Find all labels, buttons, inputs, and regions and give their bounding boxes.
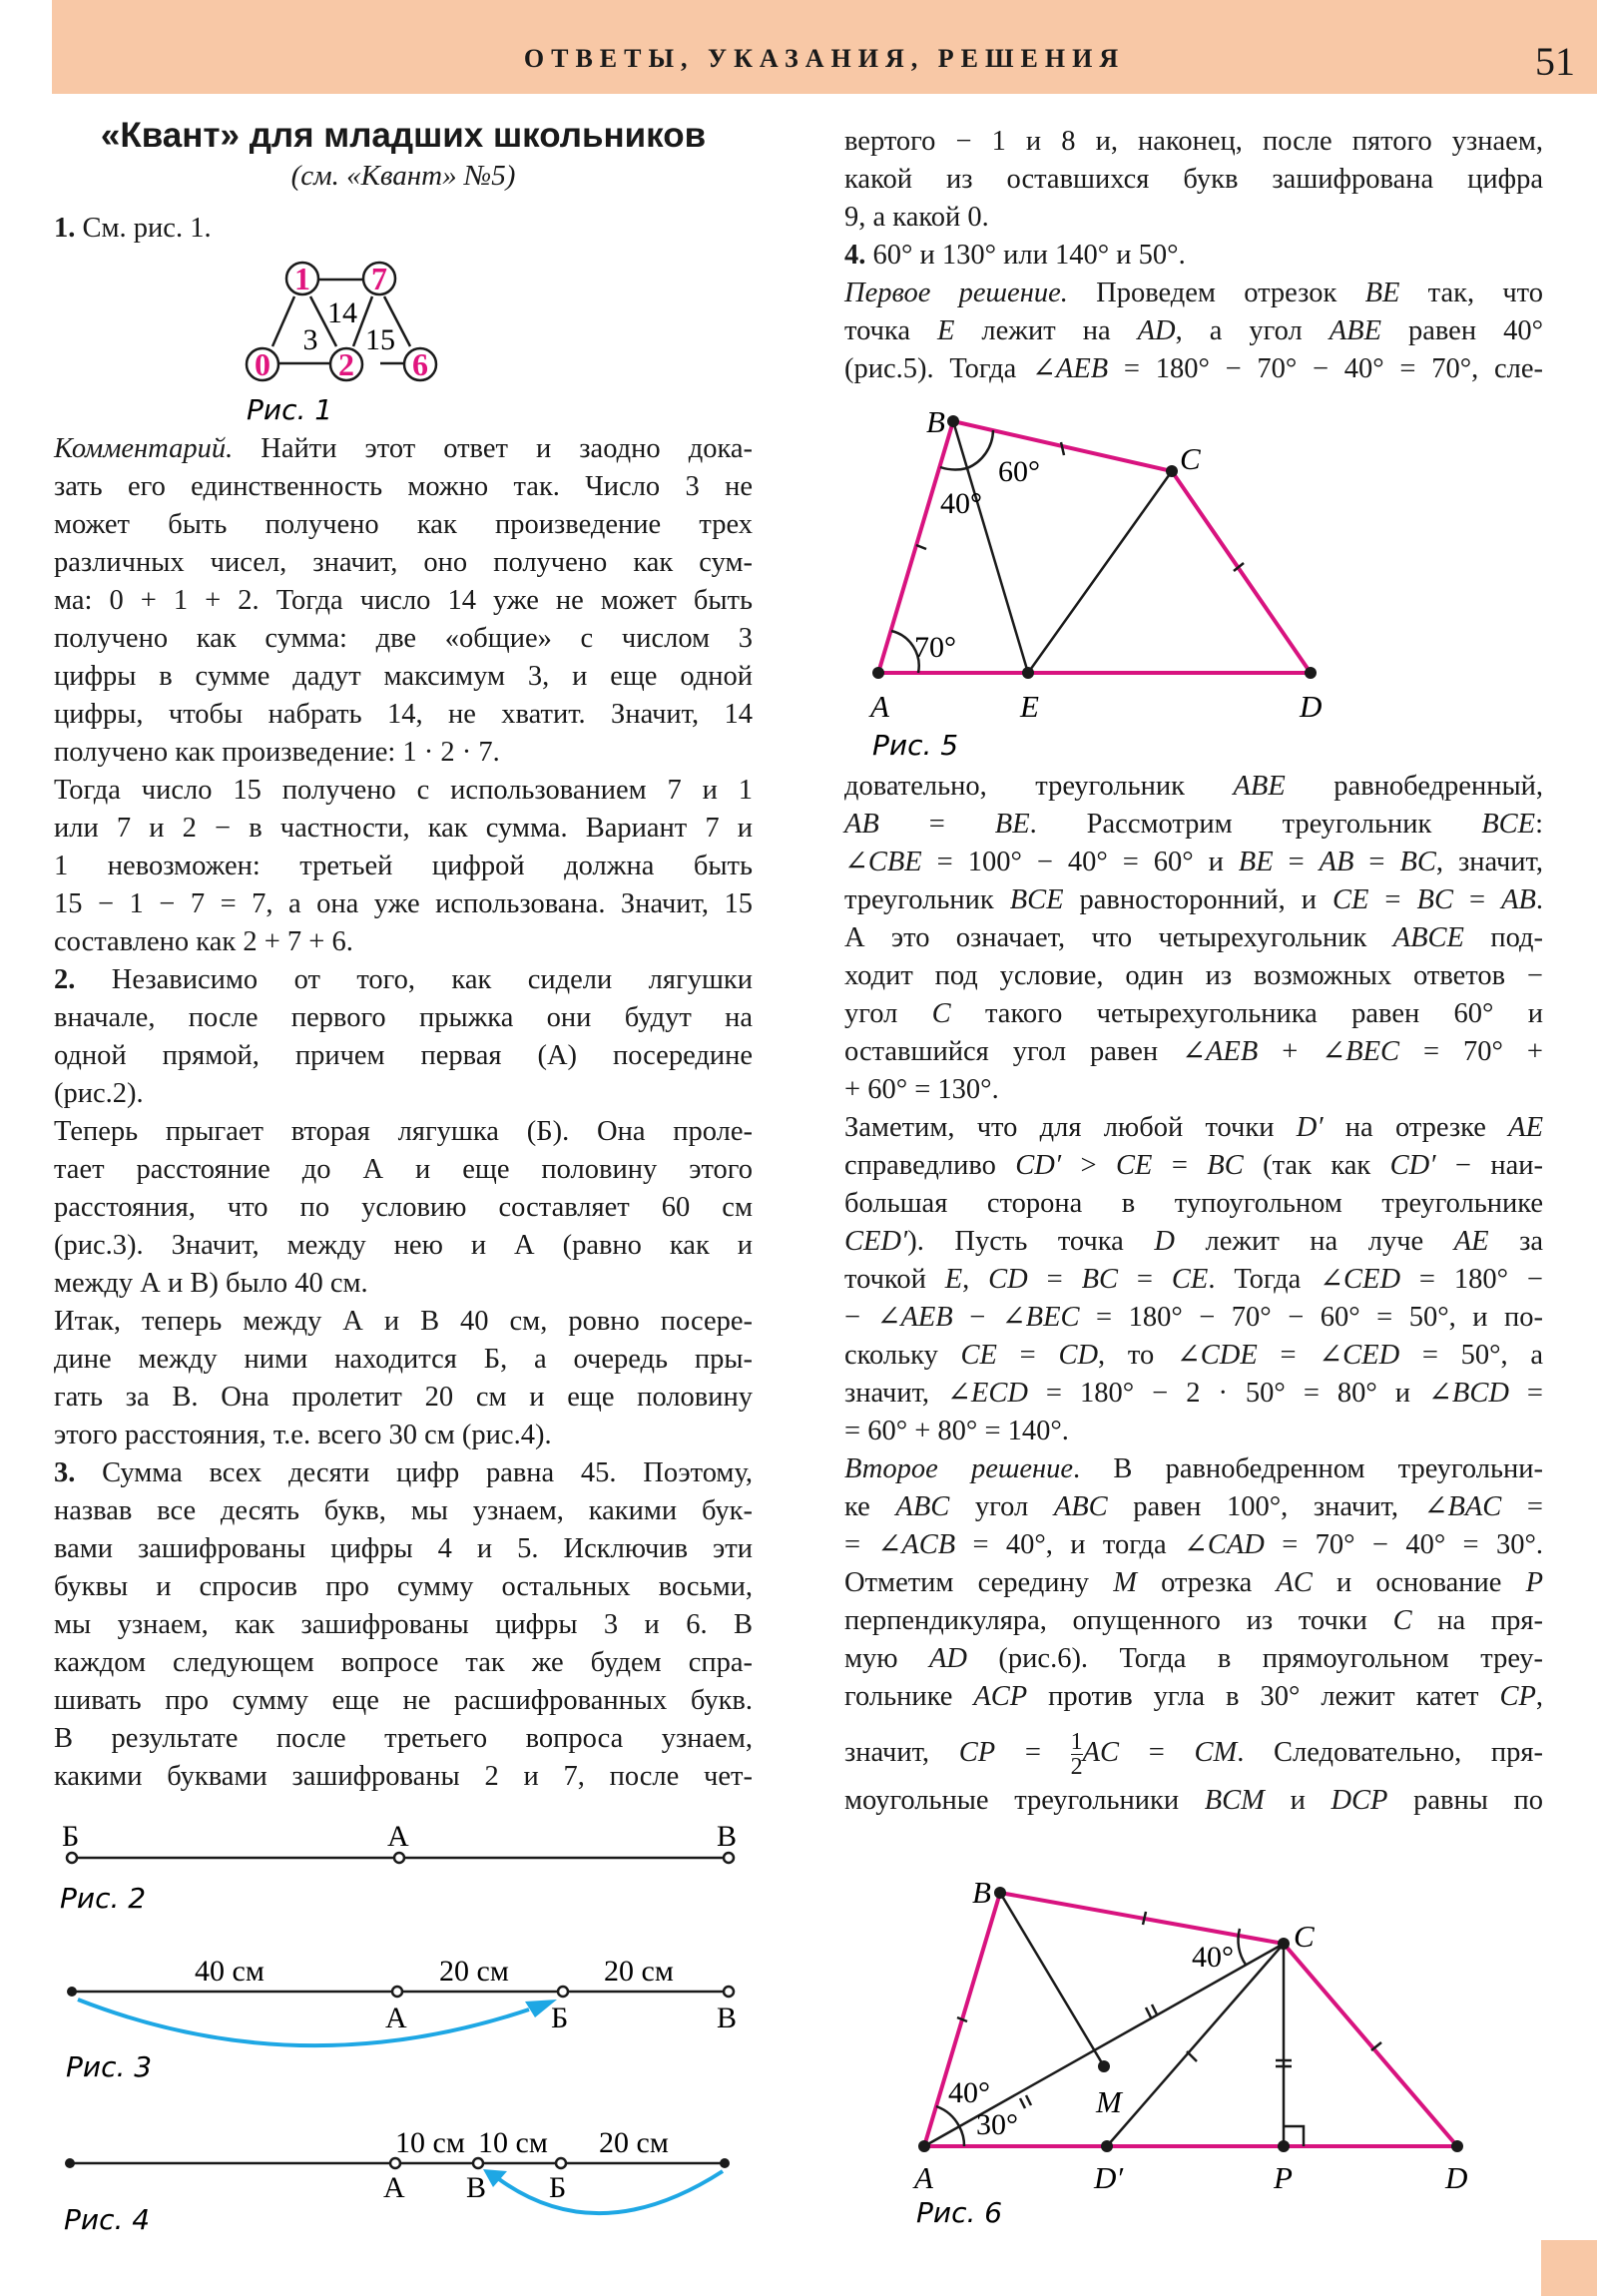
text-line: буквы и спросив про сумму остальных восьми, bbox=[54, 1571, 753, 1602]
triangle-value: 14 bbox=[327, 296, 357, 329]
figure-caption: Рис. 1 bbox=[247, 393, 333, 426]
vertex-label: C bbox=[1180, 441, 1201, 476]
distance-label: 40 см bbox=[195, 1955, 265, 1988]
vertex-label: P bbox=[1274, 2160, 1293, 2195]
text-line: Итак, теперь между А и В 40 см, ровно посере- bbox=[54, 1306, 753, 1337]
distance-label: 10 см bbox=[478, 2126, 548, 2159]
text-line: угол C такого четырехугольника равен 60° и bbox=[844, 998, 1543, 1029]
text-line: (рис.3). Значит, между нею и А (равно как и bbox=[54, 1230, 753, 1261]
text-line: вами зашифрованы цифры 4 и 5. Исключив эти bbox=[54, 1533, 753, 1564]
vertex-label: A bbox=[870, 689, 889, 724]
text-line: В результате после третьего вопроса узнаем, bbox=[54, 1723, 753, 1754]
text-line: тает расстояние до А и еще половину этого bbox=[54, 1154, 753, 1185]
distance-label: 20 см bbox=[599, 2126, 669, 2159]
vertex-label: B bbox=[926, 404, 945, 439]
text-line: расстояния, что по условию составляет 60 см bbox=[54, 1192, 753, 1223]
text-line: 15 − 1 − 7 = 7, а она уже использована. Значит, 15 bbox=[54, 888, 753, 919]
vertex-label: D′ bbox=[1094, 2160, 1124, 2195]
triangle-value: 3 bbox=[302, 323, 318, 356]
text-line: гольнике ACP против угла в 30° лежит катет CP, bbox=[844, 1681, 1543, 1712]
text-line: какой из оставшихся букв зашифрована цифра bbox=[844, 164, 1543, 195]
text-line: перпендикуляра, опущенного из точки C на пря- bbox=[844, 1605, 1543, 1636]
distance-label: 20 см bbox=[439, 1955, 509, 1988]
point-label: В bbox=[717, 2002, 738, 2034]
figure-5 bbox=[870, 399, 1517, 762]
point-label: В bbox=[466, 2171, 487, 2204]
text-line: большая сторона в тупоугольном треугольнике bbox=[844, 1188, 1543, 1219]
text-line: значит, CP = $\frac{1}{2}$ AC = CM. Следовательно, пря- bbox=[844, 1729, 1543, 1780]
point-label: А bbox=[387, 1820, 409, 1853]
figure-1 bbox=[247, 255, 458, 444]
text-line: 9, а какой 0. bbox=[844, 202, 989, 233]
problem-3-start: 3. Сумма всех десяти цифр равна 45. Поэтому, bbox=[54, 1457, 753, 1488]
text-line: между А и В) было 40 см. bbox=[54, 1268, 368, 1299]
section-title: «Квант» для младших школьников bbox=[100, 116, 707, 155]
text-line: ∠CBE = 100° − 40° = 60° и BE = AB = BC, значит, bbox=[844, 847, 1543, 877]
distance-label: 10 см bbox=[395, 2126, 465, 2159]
text-line: каждом следующем вопросе так же будем спра- bbox=[54, 1647, 753, 1678]
text-line: вначале, после первого прыжка они будут на bbox=[54, 1002, 753, 1033]
text-line: = 60° + 80° = 140°. bbox=[844, 1416, 1069, 1446]
figure-caption: Рис. 5 bbox=[872, 729, 959, 762]
angle-label: 40° bbox=[940, 487, 982, 520]
text-line: (рис.2). bbox=[54, 1078, 144, 1109]
jump-arrow bbox=[78, 2000, 529, 2045]
text-line: дине между ними находится Б, а очередь пры- bbox=[54, 1344, 753, 1375]
jump-arrow bbox=[499, 2171, 723, 2213]
node-label: 0 bbox=[255, 346, 270, 382]
point-label: В bbox=[717, 1820, 738, 1853]
angle-label: 40° bbox=[1192, 1941, 1234, 1974]
text-line: цифры, чтобы набрать 14, не хватит. Значит, 14 bbox=[54, 699, 753, 730]
point-label: Б bbox=[62, 1820, 80, 1853]
vertex-label: M bbox=[1096, 2084, 1122, 2119]
text-line: = ∠ACB = 40°, и тогда ∠CAD = 70° − 40° = 30°. bbox=[844, 1529, 1544, 1560]
figure-4 bbox=[60, 2121, 759, 2236]
text-line: См. рис. 1. bbox=[82, 213, 212, 244]
text-line: моугольные треугольники BCM и DCP равны по bbox=[844, 1785, 1543, 1816]
distance-label: 20 см bbox=[604, 1955, 674, 1988]
point-label: А bbox=[385, 2002, 407, 2034]
text-line: ма: 0 + 1 + 2. Тогда число 14 уже не может быть bbox=[54, 585, 753, 616]
angle-label: 40° bbox=[948, 2076, 990, 2109]
text-line: оставшийся угол равен ∠AEB + ∠BEC = 70° + bbox=[844, 1036, 1544, 1067]
text-line: − ∠AEB − ∠BEC = 180° − 70° − 60° = 50°, и по- bbox=[844, 1302, 1544, 1333]
text-line: назвав все десять букв, мы узнаем, какими бук- bbox=[54, 1495, 753, 1526]
text-line: (рис.5). Тогда ∠AEB = 180° − 70° − 40° = 70°, сле- bbox=[844, 353, 1543, 384]
text-line: составлено как 2 + 7 + 6. bbox=[54, 926, 353, 957]
text-line: Первое решение. Проведем отрезок BE так, что bbox=[844, 278, 1543, 308]
text-line: цифры в сумме дадут максимум 3, и еще одной bbox=[54, 661, 753, 692]
node-label: 2 bbox=[338, 346, 354, 382]
point-label: А bbox=[383, 2171, 405, 2204]
vertex-label: C bbox=[1294, 1919, 1315, 1954]
page-number: 51 bbox=[1535, 39, 1575, 84]
text-line: получено как произведение: 1 · 2 · 7. bbox=[54, 737, 500, 768]
point-label: Б bbox=[549, 2171, 567, 2204]
angle-label: 60° bbox=[998, 455, 1040, 488]
text-line: получено как сумма: две «общие» с числом 3 bbox=[54, 623, 753, 654]
vertex-label: D bbox=[1300, 689, 1323, 724]
text-line: справедливо CD′ > CE = BC (так как CD′ − наи- bbox=[844, 1150, 1543, 1181]
text-line: различных чисел, значит, оно получено как сум- bbox=[54, 547, 753, 578]
vertex-label: E bbox=[1020, 689, 1039, 724]
figure-2 bbox=[60, 1820, 759, 1922]
text-line: шивать про сумму еще не расшифрованных букв. bbox=[54, 1685, 753, 1716]
vertex-label: A bbox=[914, 2160, 933, 2195]
figure-caption: Рис. 2 bbox=[60, 1882, 147, 1915]
problem-4-answer: 4. 60° и 130° или 140° и 50°. bbox=[844, 240, 1186, 271]
text-line: А это означает, что четырехугольник ABCE под- bbox=[844, 922, 1543, 953]
text-line: Заметим, что для любой точки D′ на отрезке AE bbox=[844, 1112, 1543, 1143]
running-header-title: ОТВЕТЫ, УКАЗАНИЯ, РЕШЕНИЯ bbox=[523, 44, 1126, 73]
text-line: довательно, треугольник ABE равнобедренный, bbox=[844, 771, 1543, 802]
text-line: Второе решение. В равнобедренном треугольни- bbox=[844, 1453, 1543, 1484]
vertex-label: B bbox=[972, 1875, 991, 1910]
node-label: 6 bbox=[412, 346, 428, 382]
text-line: ходит под условие, один из возможных ответов − bbox=[844, 960, 1543, 991]
text-line: CED′). Пусть точка D лежит на луче AE за bbox=[844, 1226, 1543, 1257]
text-line: 1 невозможен: третьей цифрой должна быть bbox=[54, 851, 753, 881]
angle-label: 70° bbox=[914, 631, 956, 664]
vertex-label: D bbox=[1445, 2160, 1468, 2195]
text-line: зать его единственность можно так. Число 3 не bbox=[54, 471, 753, 502]
text-line: Тогда число 15 получено с использованием 7 и 1 bbox=[54, 775, 753, 806]
text-line: Отметим середину M отрезка AC и основание P bbox=[844, 1567, 1544, 1598]
node-label: 1 bbox=[294, 261, 310, 296]
text-line: вертого − 1 и 8 и, наконец, после пятого узнаем, bbox=[844, 126, 1543, 157]
text-line: или 7 и 2 − в частности, как сумма. Вариант 7 и bbox=[54, 813, 753, 844]
figure-caption: Рис. 4 bbox=[64, 2203, 151, 2236]
figure-caption: Рис. 3 bbox=[66, 2050, 153, 2083]
text-line: гать за В. Она пролетит 20 см и еще половину bbox=[54, 1382, 753, 1413]
text-line: может быть получено как произведение трех bbox=[54, 509, 753, 540]
text-line: этого расстояния, т.е. всего 30 см (рис.4). bbox=[54, 1420, 552, 1450]
problem-2-start: 2. Независимо от того, как сидели лягушки bbox=[54, 964, 753, 995]
point-label: Б bbox=[551, 2002, 569, 2034]
text-line: AB = BE. Рассмотрим треугольник BCE: bbox=[844, 809, 1544, 840]
text-line: скольку CE = CD, то ∠CDE = ∠CED = 50°, а bbox=[844, 1340, 1544, 1371]
text-line: точка E лежит на AD, а угол ABE равен 40° bbox=[844, 315, 1543, 346]
figure-3 bbox=[60, 1952, 759, 2086]
text-line: какими буквами зашифрованы 2 и 7, после чет- bbox=[54, 1761, 753, 1792]
text-line: одной прямой, причем первая (А) посередине bbox=[54, 1040, 753, 1071]
text-line: + 60° = 130°. bbox=[844, 1074, 999, 1105]
problem-1-answer: 1. См. рис. 1. bbox=[54, 213, 212, 244]
node-label: 7 bbox=[371, 261, 387, 296]
text-line: точкой E, CD = BC = CE. Тогда ∠CED = 180° − bbox=[844, 1264, 1544, 1295]
text-line: треугольник BCE равносторонний, и CE = BC = AB. bbox=[844, 884, 1544, 915]
text-line: Теперь прыгает вторая лягушка (Б). Она проле- bbox=[54, 1116, 753, 1147]
corner-tab bbox=[1541, 2240, 1597, 2296]
text-line: мую AD (рис.6). Тогда в прямоугольном треу- bbox=[844, 1643, 1543, 1674]
text-line: мы узнаем, как зашифрованы цифры 3 и 6. В bbox=[54, 1609, 753, 1640]
text-line: значит, ∠ECD = 180° − 2 · 50° = 80° и ∠BCD = bbox=[844, 1378, 1543, 1409]
figure-6 bbox=[914, 1875, 1523, 2229]
figure-caption: Рис. 6 bbox=[916, 2196, 1003, 2229]
triangle-value: 15 bbox=[365, 323, 395, 356]
right-column bbox=[844, 0, 1543, 2296]
section-subtitle: (см. «Квант» №5) bbox=[290, 160, 516, 192]
angle-label: 30° bbox=[976, 2108, 1018, 2141]
text-line: ке ABC угол ABC равен 100°, значит, ∠BAC = bbox=[844, 1491, 1543, 1522]
text-line: Комментарий. Найти этот ответ и заодно дока- bbox=[54, 433, 753, 464]
